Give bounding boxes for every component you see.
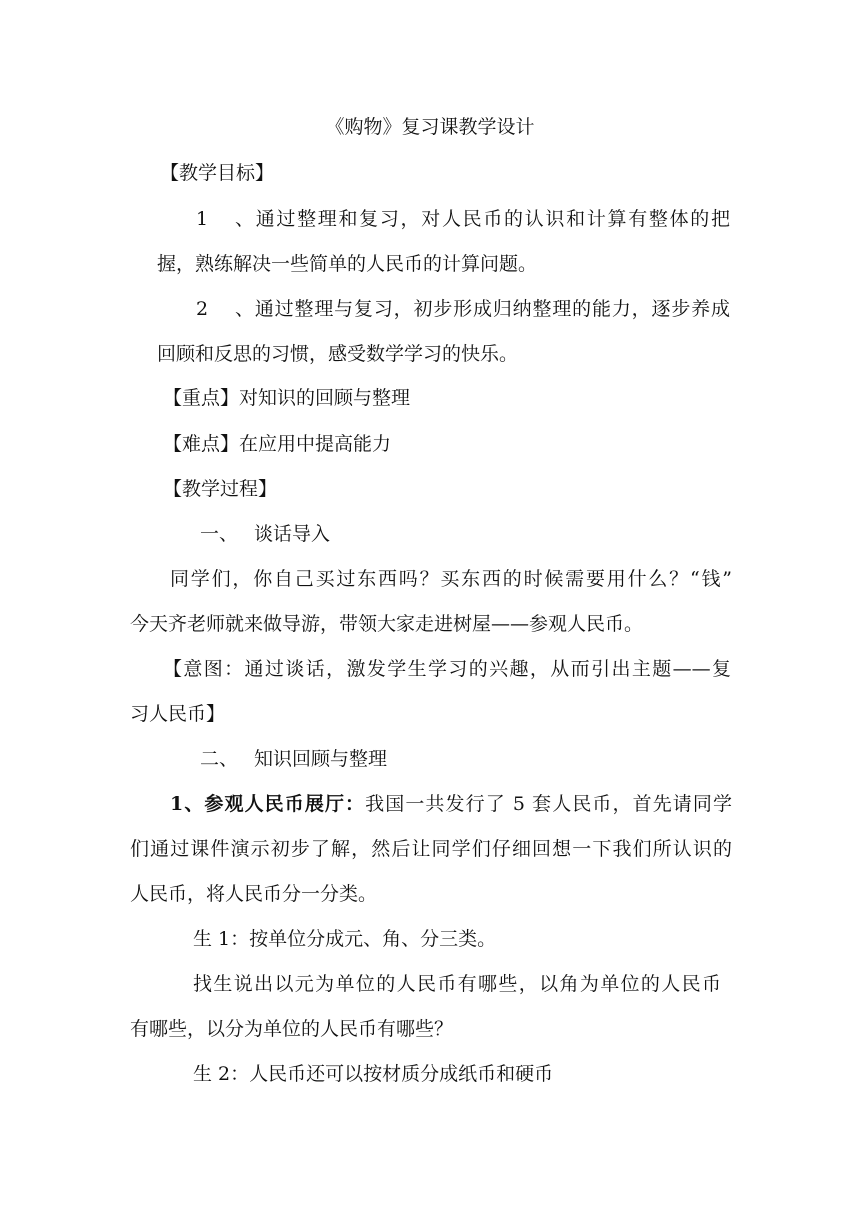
key-point: 【重点】对知识的回顾与整理 [163, 387, 411, 409]
para-1-line-2: 今天齐老师就来做导游，带领大家走进树屋——参观人民币。 [130, 613, 644, 635]
para-2-line-3: 人民币，将人民币分一分类。 [130, 883, 378, 905]
goal-1-line-2: 握，熟练解决一些简单的人民币的计算问题。 [157, 253, 538, 275]
goal-1-line-1 [196, 206, 730, 232]
goal-2-line-1 [196, 296, 730, 322]
goal-2-line-2: 回顾和反思的习惯，感受数学学习的快乐。 [157, 343, 519, 365]
intent-line-1: 【意图：通过谈话，激发学生学习的兴趣，从而引出主题——复 [163, 658, 731, 680]
para-2-lead: 1、参观人民币展厅： [170, 793, 366, 815]
para-2-line-2: 们通过课件演示初步了解，然后让同学们仔细回想一下我们所认识的 [130, 838, 732, 860]
para-3-line-1: 找生说出以元为单位的人民币有哪些，以角为单位的人民币 [193, 973, 721, 995]
student-2-answer: 生 2：人民币还可以按材质分成纸币和硬币 [193, 1063, 554, 1085]
document-title: 《购物》复习课教学设计 [325, 116, 535, 138]
goal-2-number: 2、 [196, 298, 254, 320]
para-3-line-2: 有哪些，以分为单位的人民币有哪些？ [130, 1018, 454, 1040]
goal-2-text: 通过整理与复习，初步形成归纳整理的能力，逐步养成 [254, 298, 730, 320]
difficulty: 【难点】在应用中提高能力 [163, 433, 392, 455]
section-1-number: 一、 [200, 523, 239, 545]
intent-line-2: 习人民币】 [130, 703, 226, 725]
goal-1-number: 1、 [196, 208, 254, 230]
section-1-heading [200, 521, 330, 547]
para-1-line-1: 同学们，你自己买过东西吗？买东西的时候需要用什么？“钱” [170, 568, 732, 590]
section-2-heading [200, 746, 387, 772]
goals-heading: 【教学目标】 [160, 162, 275, 184]
para-2-line-1 [170, 791, 732, 817]
student-1-answer: 生 1：按单位分成元、角、分三类。 [193, 928, 497, 950]
section-2-number: 二、 [200, 748, 239, 770]
section-2-title: 知识回顾与整理 [254, 748, 388, 770]
process-heading: 【教学过程】 [163, 478, 278, 500]
section-1-title: 谈话导入 [254, 523, 331, 545]
goal-1-text: 通过整理和复习，对人民币的认识和计算有整体的把 [254, 208, 730, 230]
para-2-line-1-rest: 我国一共发行了 5 套人民币，首先请同学 [365, 793, 732, 815]
